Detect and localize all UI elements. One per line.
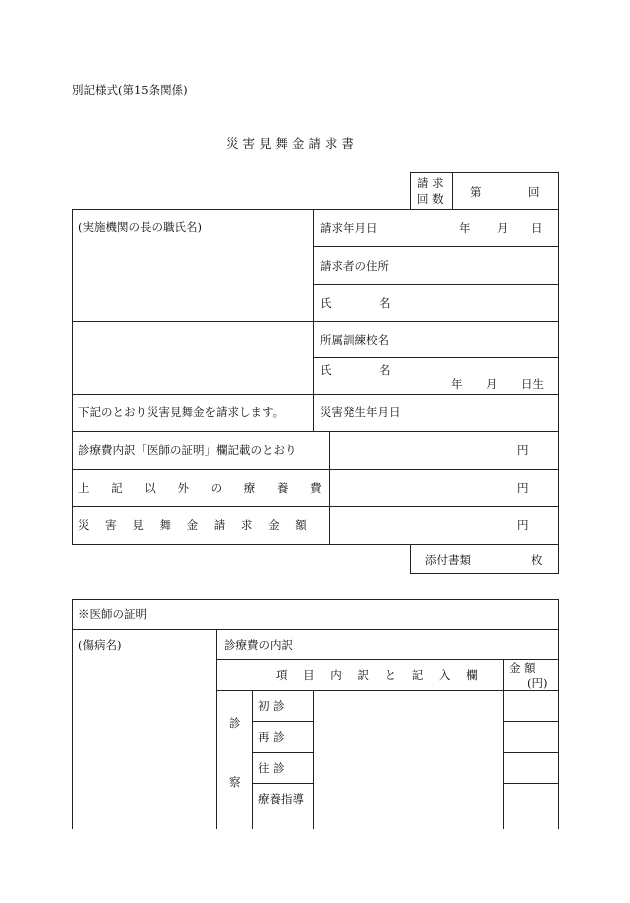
doctor-section-label: ※医師の証明 <box>78 607 147 621</box>
page-title: 災 害 見 舞 金 請 求 書 <box>226 136 354 151</box>
claim-statement: 下記のとおり災害見舞金を請求します。 <box>78 405 285 419</box>
name-label-second: 名 <box>379 296 391 310</box>
divider <box>252 721 313 722</box>
fee-breakdown-yen: 円 <box>517 443 529 457</box>
request-date-month: 月 <box>497 221 509 235</box>
row-house-call: 往 診 <box>258 761 285 775</box>
amount-unit: (円) <box>527 676 548 690</box>
student-name-label-second: 名 <box>379 363 391 377</box>
other-fees-yen: 円 <box>517 481 529 495</box>
divider <box>503 783 559 784</box>
birth-day: 日生 <box>521 377 544 391</box>
divider <box>452 172 453 210</box>
birth-year: 年 <box>451 377 463 391</box>
birth-month: 月 <box>486 377 498 391</box>
divider <box>72 394 559 395</box>
request-date-year: 年 <box>459 221 471 235</box>
divider <box>252 783 313 784</box>
divider <box>72 506 559 507</box>
injury-label: (傷病名) <box>78 638 122 652</box>
divider <box>72 629 559 630</box>
divider <box>252 690 253 829</box>
row-first-visit: 初 診 <box>258 699 285 713</box>
name-label-first: 氏 <box>320 296 332 310</box>
divider <box>216 690 559 691</box>
doctor-certificate-table <box>72 599 559 829</box>
request-count-label-bottom: 回 数 <box>417 192 444 206</box>
divider <box>72 469 559 470</box>
row-treatment-guidance: 療養指導 <box>258 792 304 806</box>
form-reference: 別記様式(第15条関係) <box>72 83 188 97</box>
divider <box>503 721 559 722</box>
request-count-kai: 回 <box>528 185 540 199</box>
request-date-label: 請求年月日 <box>320 221 378 235</box>
divider <box>313 209 314 431</box>
fee-breakdown-heading: 診療費の内訳 <box>224 638 293 652</box>
items-header: 項 目 内 訳 と 記 入 欄 <box>276 668 484 682</box>
divider <box>313 284 559 285</box>
shin-label: 診 <box>229 716 241 730</box>
divider <box>252 752 313 753</box>
institution-head-label: (実施機関の長の職氏名) <box>78 220 202 234</box>
fee-breakdown-label: 診療費内訳「医師の証明」欄記載のとおり <box>78 443 297 457</box>
divider <box>72 321 559 322</box>
row-revisit: 再 診 <box>258 730 285 744</box>
divider <box>313 246 559 247</box>
disaster-date-label: 災害発生年月日 <box>320 405 401 419</box>
divider <box>313 357 559 358</box>
other-fees-label: 上 記 以 外 の 療 養 費 <box>78 481 331 495</box>
school-label: 所属訓練校名 <box>320 333 389 347</box>
satsu-label: 察 <box>229 775 241 789</box>
request-count-dai: 第 <box>470 185 482 199</box>
divider <box>503 659 504 829</box>
request-date-day: 日 <box>531 221 543 235</box>
divider <box>503 752 559 753</box>
total-amount-yen: 円 <box>517 518 529 532</box>
divider <box>313 690 314 829</box>
attachments-label: 添付書類 <box>425 553 471 567</box>
attachments-unit: 枚 <box>531 553 543 567</box>
student-name-label-first: 氏 <box>320 363 332 377</box>
request-count-label-top: 請 求 <box>417 176 444 190</box>
divider <box>216 659 559 660</box>
address-label: 請求者の住所 <box>320 259 389 273</box>
divider <box>72 431 559 432</box>
total-amount-label: 災 害 見 舞 金 請 求 金 額 <box>78 518 313 532</box>
amount-label: 金 額 <box>509 661 536 675</box>
